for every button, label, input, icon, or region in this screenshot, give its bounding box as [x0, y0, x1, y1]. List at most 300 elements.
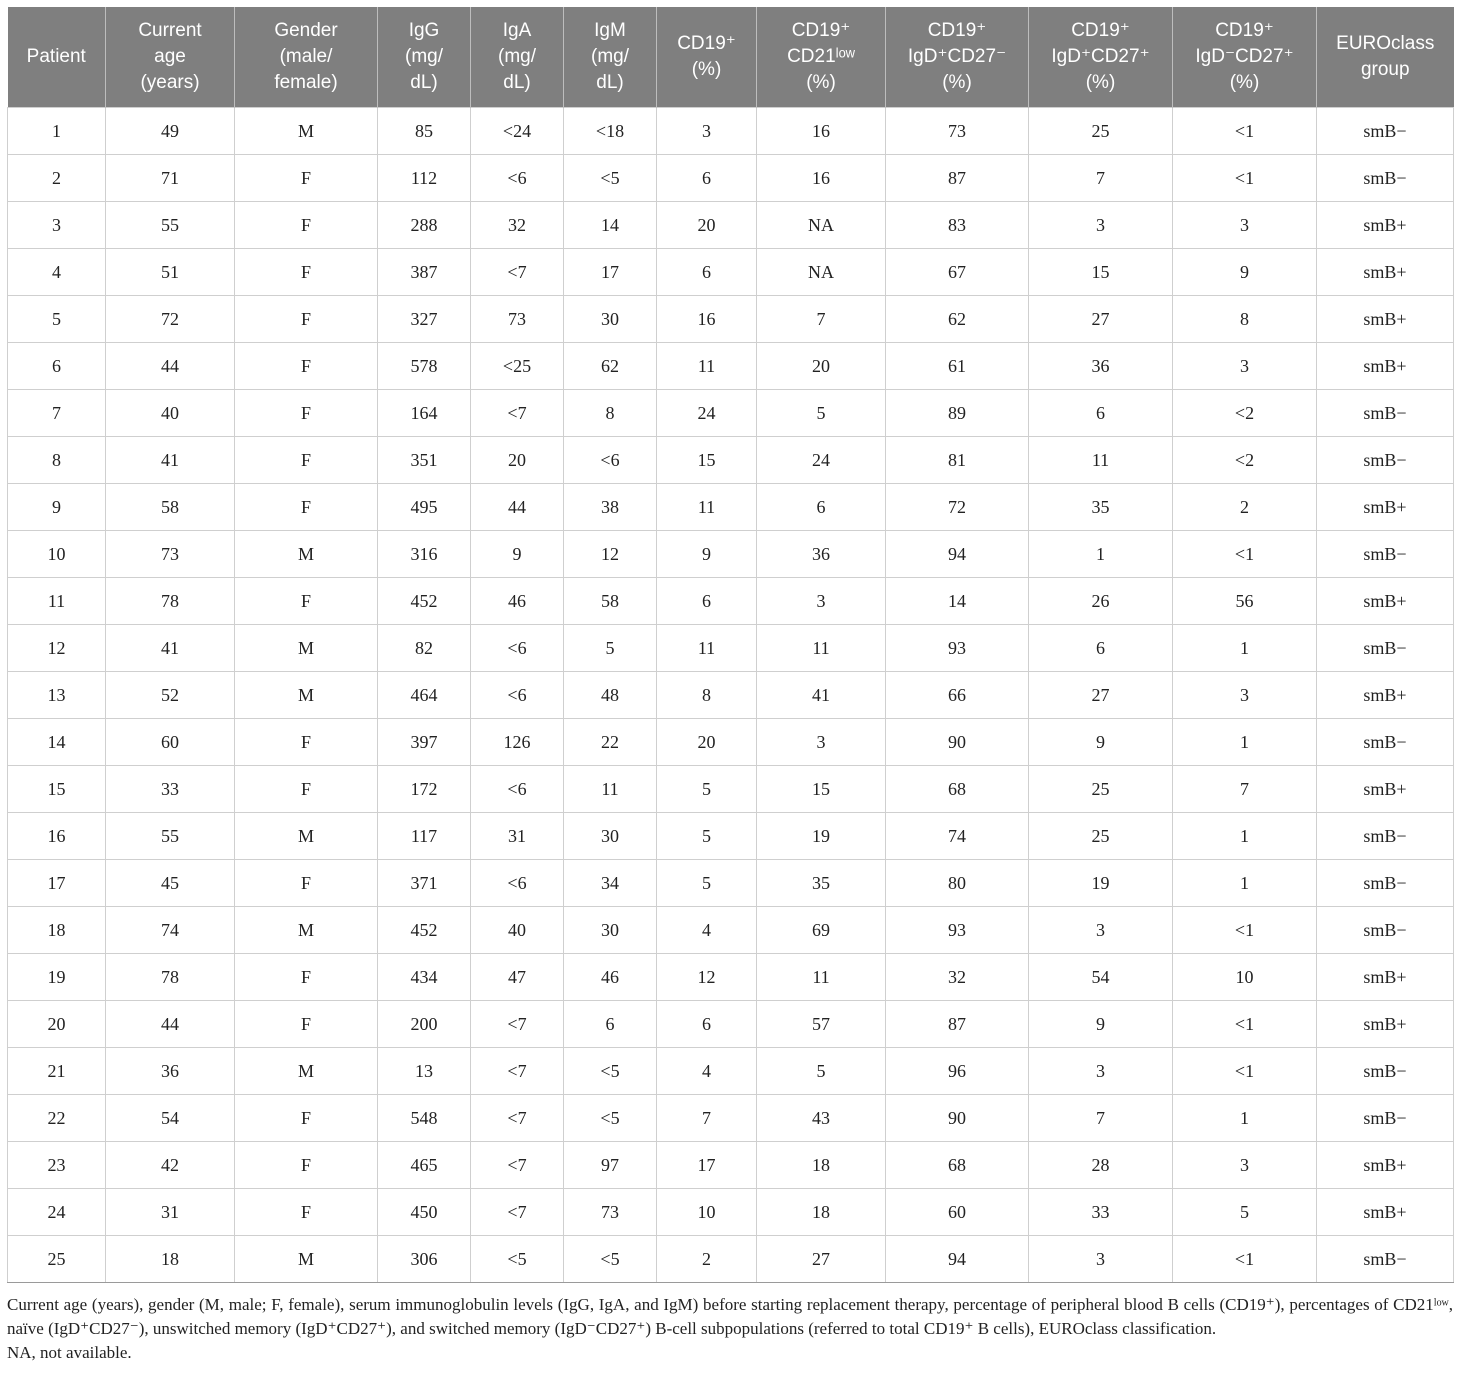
table-cell: 44 — [106, 343, 235, 390]
table-cell: 52 — [106, 672, 235, 719]
table-cell: 6 — [1029, 625, 1173, 672]
table-cell: 20 — [8, 1001, 106, 1048]
table-cell: 6 — [8, 343, 106, 390]
table-cell: NA — [757, 202, 886, 249]
table-cell: 80 — [886, 860, 1029, 907]
column-header — [757, 7, 886, 108]
table-cell: F — [235, 249, 378, 296]
table-cell: 7 — [1029, 155, 1173, 202]
table-cell: 4 — [657, 907, 757, 954]
table-cell: 31 — [471, 813, 564, 860]
table-cell: <5 — [564, 1095, 657, 1142]
table-cell: F — [235, 484, 378, 531]
table-cell: <1 — [1173, 531, 1317, 578]
table-cell: 14 — [886, 578, 1029, 625]
table-cell: 62 — [564, 343, 657, 390]
table-cell: 172 — [378, 766, 471, 813]
table-cell: 11 — [657, 343, 757, 390]
column-header-line: Current — [138, 20, 202, 41]
table-cell: <1 — [1173, 1236, 1317, 1283]
table-cell: 200 — [378, 1001, 471, 1048]
column-header-line: (%) — [942, 72, 972, 93]
table-cell: smB+ — [1317, 296, 1454, 343]
table-cell: 5 — [657, 860, 757, 907]
table-cell: 7 — [8, 390, 106, 437]
table-cell: 17 — [657, 1142, 757, 1189]
table-cell: 41 — [106, 437, 235, 484]
table-cell: 9 — [8, 484, 106, 531]
table-cell: 46 — [564, 954, 657, 1001]
table-cell: 452 — [378, 578, 471, 625]
table-cell: M — [235, 531, 378, 578]
table-cell: 1 — [1173, 1095, 1317, 1142]
table-cell: 73 — [471, 296, 564, 343]
table-cell: 4 — [657, 1048, 757, 1095]
table-cell: 41 — [106, 625, 235, 672]
table-cell: 371 — [378, 860, 471, 907]
table-cell: 11 — [8, 578, 106, 625]
table-cell: 8 — [564, 390, 657, 437]
column-header — [1317, 7, 1454, 108]
table-cell: 81 — [886, 437, 1029, 484]
table-cell: 1 — [1173, 719, 1317, 766]
column-header-line: dL) — [410, 72, 438, 93]
table-cell: 3 — [1029, 202, 1173, 249]
table-cell: F — [235, 437, 378, 484]
column-header-line: group — [1360, 59, 1410, 80]
table-cell: 22 — [8, 1095, 106, 1142]
table-cell: M — [235, 672, 378, 719]
table-cell: 44 — [106, 1001, 235, 1048]
table-cell: 1 — [1173, 625, 1317, 672]
table-cell: 112 — [378, 155, 471, 202]
table-cell: 20 — [757, 343, 886, 390]
column-header-line: IgM — [594, 20, 626, 41]
column-header-line: (mg/ — [591, 46, 629, 67]
table-cell: <1 — [1173, 1048, 1317, 1095]
table-cell: 20 — [471, 437, 564, 484]
table-cell: F — [235, 1001, 378, 1048]
table-cell: 5 — [564, 625, 657, 672]
table-cell: NA — [757, 249, 886, 296]
column-header-line: CD19⁺ — [927, 20, 987, 41]
table-cell: 62 — [886, 296, 1029, 343]
table-row — [8, 672, 1454, 719]
column-header — [106, 7, 235, 108]
column-header-line: female) — [274, 72, 338, 93]
table-cell: 25 — [1029, 813, 1173, 860]
table-cell: <1 — [1173, 1001, 1317, 1048]
table-cell: 288 — [378, 202, 471, 249]
table-cell: 20 — [657, 719, 757, 766]
table-cell: 47 — [471, 954, 564, 1001]
table-cell: F — [235, 860, 378, 907]
table-row — [8, 1001, 1454, 1048]
table-cell: <7 — [471, 1142, 564, 1189]
column-header — [564, 7, 657, 108]
table-cell: 2 — [8, 155, 106, 202]
table-cell: 117 — [378, 813, 471, 860]
table-cell: 60 — [106, 719, 235, 766]
table-cell: 54 — [106, 1095, 235, 1142]
table-cell: 19 — [757, 813, 886, 860]
table-cell: 96 — [886, 1048, 1029, 1095]
table-header-row — [8, 7, 1454, 108]
table-cell: <6 — [471, 860, 564, 907]
table-cell: <7 — [471, 249, 564, 296]
table-cell: 3 — [657, 108, 757, 155]
table-cell: 17 — [564, 249, 657, 296]
column-header-line: CD19⁺ — [1071, 20, 1130, 41]
table-row — [8, 860, 1454, 907]
table-cell: F — [235, 390, 378, 437]
table-row — [8, 1048, 1454, 1095]
table-cell: 11 — [657, 484, 757, 531]
table-cell: 6 — [657, 155, 757, 202]
table-cell: 46 — [471, 578, 564, 625]
table-cell: 78 — [106, 578, 235, 625]
table-cell: 90 — [886, 719, 1029, 766]
table-cell: 10 — [1173, 954, 1317, 1001]
table-row — [8, 1236, 1454, 1283]
table-cell: 18 — [106, 1236, 235, 1283]
table-cell: 11 — [757, 625, 886, 672]
table-cell: <7 — [471, 1095, 564, 1142]
table-cell: 17 — [8, 860, 106, 907]
table-cell: 19 — [8, 954, 106, 1001]
table-cell: 7 — [1029, 1095, 1173, 1142]
table-cell: 434 — [378, 954, 471, 1001]
table-cell: smB+ — [1317, 578, 1454, 625]
table-cell: 21 — [8, 1048, 106, 1095]
table-cell: smB+ — [1317, 1142, 1454, 1189]
table-cell: 24 — [8, 1189, 106, 1236]
table-cell: 34 — [564, 860, 657, 907]
column-header — [657, 7, 757, 108]
column-header-line: CD19⁺ — [1215, 20, 1274, 41]
table-cell: 15 — [8, 766, 106, 813]
table-cell: 3 — [1029, 1236, 1173, 1283]
table-cell: 74 — [886, 813, 1029, 860]
table-cell: 13 — [378, 1048, 471, 1095]
column-header-line: CD19⁺ — [677, 33, 736, 54]
table-cell: smB− — [1317, 1048, 1454, 1095]
table-cell: smB+ — [1317, 202, 1454, 249]
table-cell: smB+ — [1317, 343, 1454, 390]
table-cell: 25 — [1029, 766, 1173, 813]
table-cell: 12 — [8, 625, 106, 672]
column-header-line: (%) — [806, 72, 836, 93]
table-cell: 6 — [564, 1001, 657, 1048]
table-row — [8, 719, 1454, 766]
table-cell: F — [235, 202, 378, 249]
table-cell: <24 — [471, 108, 564, 155]
table-cell: 19 — [1029, 860, 1173, 907]
table-cell: <6 — [564, 437, 657, 484]
table-cell: F — [235, 1189, 378, 1236]
table-cell: 16 — [757, 108, 886, 155]
table-cell: 35 — [757, 860, 886, 907]
table-cell: 16 — [8, 813, 106, 860]
table-cell: 25 — [8, 1236, 106, 1283]
table-cell: 9 — [1029, 719, 1173, 766]
table-cell: 94 — [886, 1236, 1029, 1283]
table-cell: 327 — [378, 296, 471, 343]
footnote-description: Current age (years), gender (M, male; F, female), serum immunoglobulin levels (IgG, IgA, and IgM) before starting replacement therapy, percentage of peripheral blood B cells (CD19⁺), percentages of CD21ˡᵒʷ, naïve (IgD⁺CD27⁻), unswitched memory (IgD⁺CD27⁺), and switched memory (IgD⁻CD27⁺) B-cell subpopulations (referred to total CD19⁺ B cells), EUROclass classification. — [7, 1295, 1453, 1338]
column-header-line: dL) — [503, 72, 531, 93]
table-cell: 97 — [564, 1142, 657, 1189]
column-header-line: IgA — [502, 20, 532, 41]
table-cell: 51 — [106, 249, 235, 296]
table-cell: 14 — [564, 202, 657, 249]
column-header-line: dL) — [596, 72, 624, 93]
table-cell: 397 — [378, 719, 471, 766]
column-header — [471, 7, 564, 108]
table-cell: <5 — [564, 1048, 657, 1095]
table-row — [8, 484, 1454, 531]
table-cell: 351 — [378, 437, 471, 484]
table-cell: 11 — [757, 954, 886, 1001]
table-cell: <25 — [471, 343, 564, 390]
table-cell: smB− — [1317, 531, 1454, 578]
table-cell: 16 — [657, 296, 757, 343]
table-cell: <6 — [471, 672, 564, 719]
table-cell: <5 — [471, 1236, 564, 1283]
table-cell: 55 — [106, 813, 235, 860]
table-cell: 1 — [1173, 813, 1317, 860]
table-cell: 93 — [886, 625, 1029, 672]
table-cell: smB− — [1317, 155, 1454, 202]
table-cell: 7 — [757, 296, 886, 343]
table-row — [8, 155, 1454, 202]
table-cell: smB− — [1317, 1236, 1454, 1283]
column-header — [886, 7, 1029, 108]
table-cell: 2 — [657, 1236, 757, 1283]
table-cell: smB+ — [1317, 1001, 1454, 1048]
table-cell: 9 — [471, 531, 564, 578]
table-cell: 87 — [886, 155, 1029, 202]
table-cell: smB− — [1317, 108, 1454, 155]
table-cell: 18 — [8, 907, 106, 954]
table-cell: 5 — [757, 390, 886, 437]
table-cell: <7 — [471, 1048, 564, 1095]
table-cell: 1 — [1029, 531, 1173, 578]
table-row — [8, 813, 1454, 860]
table-cell: 27 — [1029, 296, 1173, 343]
column-header-line: CD21ˡᵒʷ — [787, 46, 855, 67]
table-cell: F — [235, 1095, 378, 1142]
table-cell: 5 — [757, 1048, 886, 1095]
table-cell: 24 — [657, 390, 757, 437]
table-cell: 3 — [1173, 672, 1317, 719]
table-cell: 306 — [378, 1236, 471, 1283]
column-header — [8, 7, 106, 108]
table-cell: 83 — [886, 202, 1029, 249]
table-cell: 85 — [378, 108, 471, 155]
table-cell: smB− — [1317, 625, 1454, 672]
table-cell: 61 — [886, 343, 1029, 390]
column-header — [235, 7, 378, 108]
table-cell: 28 — [1029, 1142, 1173, 1189]
table-cell: smB− — [1317, 907, 1454, 954]
table-cell: 548 — [378, 1095, 471, 1142]
table-cell: 78 — [106, 954, 235, 1001]
table-cell: 464 — [378, 672, 471, 719]
column-header-line: (%) — [1085, 72, 1116, 93]
table-row — [8, 625, 1454, 672]
table-cell: 72 — [886, 484, 1029, 531]
column-header-line: EUROclass — [1336, 33, 1435, 54]
table-cell: 71 — [106, 155, 235, 202]
column-header-line: (years) — [140, 72, 200, 93]
table-row — [8, 766, 1454, 813]
table-cell: 2 — [1173, 484, 1317, 531]
table-cell: 3 — [8, 202, 106, 249]
table-container — [7, 7, 1453, 1365]
table-cell: 7 — [1173, 766, 1317, 813]
table-cell: 3 — [757, 578, 886, 625]
table-cell: 33 — [1029, 1189, 1173, 1236]
table-cell: 72 — [106, 296, 235, 343]
table-cell: 49 — [106, 108, 235, 155]
table-cell: 10 — [8, 531, 106, 578]
table-cell: 450 — [378, 1189, 471, 1236]
column-header-line: (%) — [691, 59, 722, 80]
table-cell: smB− — [1317, 860, 1454, 907]
table-cell: 57 — [757, 1001, 886, 1048]
table-cell: 3 — [1029, 1048, 1173, 1095]
table-cell: 10 — [657, 1189, 757, 1236]
table-cell: F — [235, 766, 378, 813]
table-cell: F — [235, 578, 378, 625]
table-cell: smB+ — [1317, 484, 1454, 531]
table-cell: 6 — [657, 249, 757, 296]
table-cell: 30 — [564, 907, 657, 954]
table-cell: 27 — [1029, 672, 1173, 719]
table-cell: smB− — [1317, 390, 1454, 437]
table-cell: smB− — [1317, 437, 1454, 484]
table-cell: 3 — [1173, 202, 1317, 249]
table-cell: 8 — [1173, 296, 1317, 343]
table-cell: 8 — [8, 437, 106, 484]
table-row — [8, 578, 1454, 625]
table-cell: M — [235, 813, 378, 860]
table-cell: 60 — [886, 1189, 1029, 1236]
column-header-line: IgD⁺CD27⁻ — [907, 46, 1007, 67]
table-cell: <6 — [471, 155, 564, 202]
table-cell: <2 — [1173, 437, 1317, 484]
table-cell: 1 — [1173, 860, 1317, 907]
table-cell: 73 — [564, 1189, 657, 1236]
table-row — [8, 249, 1454, 296]
table-body — [8, 108, 1454, 1283]
column-header-line: Gender — [274, 20, 338, 41]
table-cell: 11 — [657, 625, 757, 672]
table-row — [8, 108, 1454, 155]
table-row — [8, 202, 1454, 249]
table-cell: 27 — [757, 1236, 886, 1283]
table-cell: 3 — [1029, 907, 1173, 954]
table-cell: 465 — [378, 1142, 471, 1189]
table-cell: 22 — [564, 719, 657, 766]
table-cell: M — [235, 108, 378, 155]
table-cell: <7 — [471, 1189, 564, 1236]
column-header-line: CD19⁺ — [791, 20, 851, 41]
table-cell: M — [235, 625, 378, 672]
column-header-line: (male/ — [279, 46, 333, 67]
column-header-line: (%) — [1229, 72, 1260, 93]
table-cell: smB+ — [1317, 954, 1454, 1001]
table-cell: 38 — [564, 484, 657, 531]
table-cell: 73 — [106, 531, 235, 578]
table-cell: 58 — [564, 578, 657, 625]
table-cell: 3 — [757, 719, 886, 766]
table-cell: 42 — [106, 1142, 235, 1189]
table-cell: 15 — [657, 437, 757, 484]
table-cell: 74 — [106, 907, 235, 954]
table-cell: 3 — [1173, 343, 1317, 390]
table-cell: 32 — [886, 954, 1029, 1001]
column-header-line: IgD⁺CD27⁺ — [1051, 46, 1150, 67]
patient-table — [7, 7, 1454, 1283]
table-cell: smB− — [1317, 1095, 1454, 1142]
table-cell: 56 — [1173, 578, 1317, 625]
table-cell: M — [235, 1048, 378, 1095]
table-cell: 26 — [1029, 578, 1173, 625]
table-cell: 30 — [564, 296, 657, 343]
table-cell: <6 — [471, 766, 564, 813]
table-cell: 40 — [471, 907, 564, 954]
table-cell: 5 — [8, 296, 106, 343]
table-cell: F — [235, 719, 378, 766]
table-cell: 66 — [886, 672, 1029, 719]
table-row — [8, 1189, 1454, 1236]
table-cell: M — [235, 907, 378, 954]
table-cell: 12 — [564, 531, 657, 578]
column-header-line: (mg/ — [405, 46, 443, 67]
table-cell: 23 — [8, 1142, 106, 1189]
table-cell: 41 — [757, 672, 886, 719]
table-cell: 4 — [8, 249, 106, 296]
table-cell: 9 — [1029, 1001, 1173, 1048]
table-cell: F — [235, 296, 378, 343]
table-cell: 45 — [106, 860, 235, 907]
table-cell: 18 — [757, 1142, 886, 1189]
table-cell: 18 — [757, 1189, 886, 1236]
table-cell: 6 — [757, 484, 886, 531]
table-row — [8, 1142, 1454, 1189]
table-cell: M — [235, 1236, 378, 1283]
table-cell: 6 — [1029, 390, 1173, 437]
table-cell: 5 — [657, 813, 757, 860]
column-header-line: Patient — [26, 46, 86, 67]
table-cell: 12 — [657, 954, 757, 1001]
table-cell: 68 — [886, 766, 1029, 813]
table-cell: <7 — [471, 390, 564, 437]
table-cell: 3 — [1173, 1142, 1317, 1189]
table-row — [8, 954, 1454, 1001]
table-row — [8, 531, 1454, 578]
table-cell: 58 — [106, 484, 235, 531]
table-row — [8, 437, 1454, 484]
table-cell: 7 — [657, 1095, 757, 1142]
table-cell: 24 — [757, 437, 886, 484]
table-cell: 30 — [564, 813, 657, 860]
table-cell: smB+ — [1317, 1189, 1454, 1236]
column-header — [1173, 7, 1317, 108]
table-cell: <5 — [564, 1236, 657, 1283]
table-cell: 16 — [757, 155, 886, 202]
